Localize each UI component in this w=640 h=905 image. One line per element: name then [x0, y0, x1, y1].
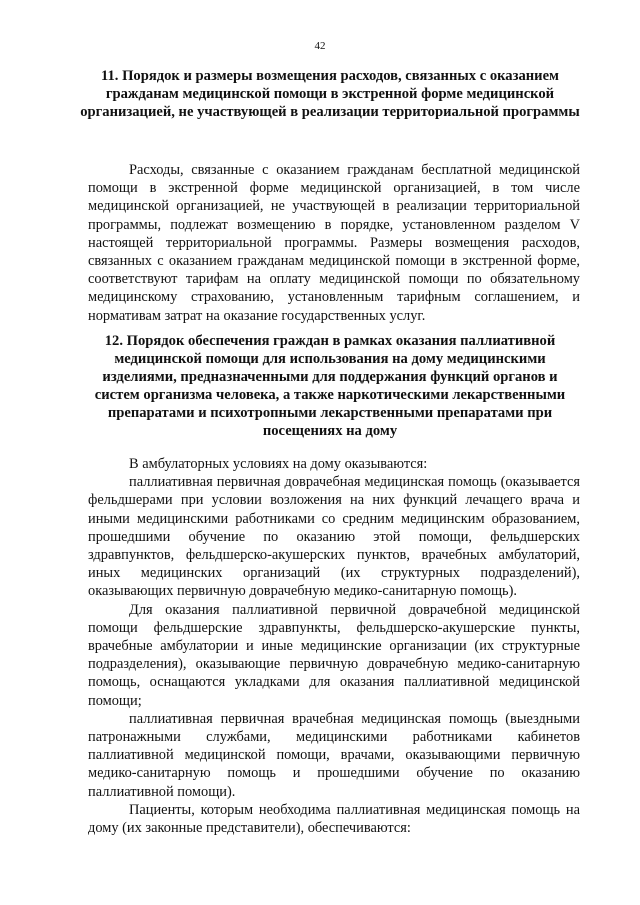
- section-11-heading: 11. Порядок и размеры возмещения расходов, связанных с оказанием гражданам медицинской помощи в экстренной форме медицинской организацией, не участвующей в реализации территориальной программы: [80, 68, 580, 120]
- paragraph: паллиативная первичная врачебная медицинская помощь (выездными патронажными службами, медицинскими работниками кабинетов паллиативной медицинской помощи, врачами, оказывающими первичную медико-санитарную помощь и прошедшими обучение по оказанию паллиативной помощи).: [88, 710, 580, 800]
- paragraph: Для оказания паллиативной первичной доврачебной медицинской помощи фельдшерские здравпункты, фельдшерско-акушерские пункты, врачебные амбулатории и иные медицинские организации (их структурные подразделения), оказывающие первичную доврачебную медико-санитарную помощь, оснащаются укладками для оказания паллиативной медицинской помощи;: [88, 601, 580, 709]
- section-11-body: [88, 161, 580, 325]
- section-12-heading: 12. Порядок обеспечения граждан в рамках оказания паллиативной медицинской помощи для использования на дому медицинскими изделиями, предназначенными для поддержания функций органов и систем организма человека, а также наркотическими лекарственными препаратами и психотропными лекарственными препаратами при посещениях на дому: [94, 333, 566, 439]
- paragraph: Расходы, связанные с оказанием гражданам бесплатной медицинской помощи в экстренной форме медицинской организацией, в том числе медицинской организацией, не участвующей в реализации территориальной программы, подлежат возмещению в порядке, установленном разделом V настоящей территориальной программы. Размеры возмещения расходов, связанных с оказанием гражданам медицинской помощи в экстренной форме, соответствуют тарифам на оплату медицинской помощи по обязательному медицинскому страхованию, установленным тарифным соглашением, и нормативам затрат на оказание государственных услуг.: [88, 162, 580, 324]
- paragraph: паллиативная первичная доврачебная медицинская помощь (оказывается фельдшерами при условии возложения на них функций лечащего врача и иными медицинскими работниками со средним медицинским образованием, прошедшими обучение по оказанию этой помощи, фельдшерских здравпунктов, фельдшерско-акушерских пунктов, врачебных амбулаторий, иных медицинских организаций (их структурных подразделений), оказывающих первичную доврачебную медико-санитарную помощь).: [88, 474, 580, 600]
- section-12-body: [88, 455, 580, 837]
- page-number: 42: [314, 40, 326, 52]
- paragraph: В амбулаторных условиях на дому оказываются:: [129, 456, 428, 472]
- paragraph: Пациенты, которым необходима паллиативная медицинская помощь на дому (их законные представители), обеспечиваются:: [88, 801, 580, 837]
